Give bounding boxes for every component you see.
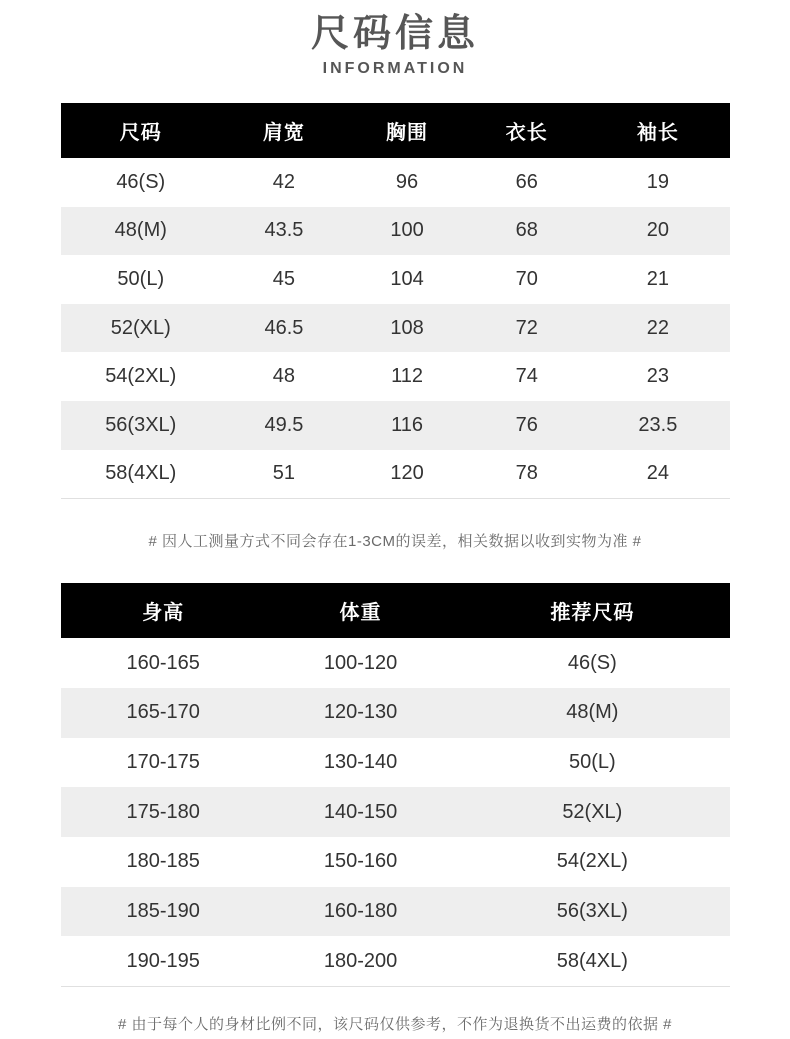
table-cell: 175-180 [126, 800, 200, 823]
table-cell: 140-150 [323, 800, 398, 823]
table-cell: 112 [391, 365, 423, 388]
table-cell: 78 [515, 462, 538, 485]
table-cell: 180-185 [126, 850, 200, 873]
measurement-tolerance-note: # 因人工测量方式不同会存在1-3CM的误差，相关数据以收到实物为准 # [148, 533, 642, 551]
table-cell: 23 [646, 365, 669, 388]
column-header: 肩宽 [262, 122, 305, 144]
table-cell: 49.5 [264, 413, 304, 436]
table-cell: 100 [390, 219, 424, 242]
table-row [61, 304, 730, 353]
table-cell: 54(2XL) [556, 850, 628, 873]
table-cell: 150-160 [323, 850, 398, 873]
column-header: 袖长 [636, 122, 679, 144]
table-cell: 46(S) [116, 170, 166, 193]
table-cell: 68 [515, 219, 538, 242]
table-cell: 50(L) [117, 267, 165, 290]
table-cell: 48(M) [114, 219, 167, 242]
table-cell: 51 [272, 462, 296, 485]
table-cell: 165-170 [126, 701, 200, 724]
table-cell: 58(4XL) [105, 462, 177, 485]
table-cell: 160-180 [323, 899, 398, 922]
table-cell: 48(M) [566, 701, 619, 724]
size-table-body [61, 158, 730, 498]
column-header: 衣长 [505, 122, 548, 144]
table-cell: 45 [272, 267, 296, 290]
table-cell: 180-200 [323, 949, 398, 972]
table-cell: 104 [390, 267, 424, 290]
size-table-header-row [61, 103, 730, 158]
table-row [61, 887, 730, 937]
table-cell: 52(XL) [110, 316, 171, 339]
table-cell: 42 [272, 170, 296, 193]
table-row [61, 738, 730, 788]
table-cell: 48 [272, 365, 296, 388]
table-row [61, 158, 730, 207]
table-cell: 56(3XL) [556, 899, 628, 922]
table-cell: 46.5 [264, 316, 304, 339]
recommend-table-body [61, 638, 730, 986]
table-cell: 170-175 [126, 750, 200, 773]
recommended-size-table [61, 583, 730, 987]
table-row [61, 936, 730, 986]
table-cell: 22 [646, 316, 669, 339]
table-cell: 24 [646, 462, 669, 485]
table-cell: 120-130 [323, 701, 398, 724]
table-cell: 185-190 [126, 899, 200, 922]
page-title: 尺码信息 [310, 13, 479, 55]
table-cell: 70 [515, 267, 538, 290]
column-header: 推荐尺码 [550, 602, 635, 625]
table-cell: 58(4XL) [556, 949, 628, 972]
table-cell: 46(S) [567, 651, 617, 674]
table-cell: 54(2XL) [105, 365, 177, 388]
table-row [61, 352, 730, 401]
table-cell: 130-140 [323, 750, 398, 773]
table-row [61, 837, 730, 887]
table-row [61, 207, 730, 256]
table-row [61, 787, 730, 837]
table-cell: 19 [646, 170, 669, 193]
table-cell: 23.5 [638, 413, 678, 436]
table-cell: 76 [515, 413, 538, 436]
page-subtitle: INFORMATION [322, 60, 468, 77]
size-reference-disclaimer-note: # 由于每个人的身材比例不同，该尺码仅供参考，不作为退换货不出运费的依据 # [117, 1015, 673, 1033]
column-header: 尺码 [119, 122, 162, 144]
column-header: 身高 [142, 602, 185, 625]
column-header: 胸围 [386, 122, 429, 144]
title-block [0, 0, 790, 80]
table-cell: 100-120 [323, 651, 398, 674]
table-row [61, 638, 730, 688]
table-cell: 20 [646, 219, 669, 242]
table-cell: 190-195 [126, 949, 200, 972]
table-row [61, 255, 730, 304]
table-cell: 72 [515, 316, 538, 339]
table-cell: 74 [515, 365, 538, 388]
table-cell: 108 [390, 316, 424, 339]
recommend-table-header-row [61, 583, 730, 638]
table-cell: 120 [390, 462, 424, 485]
table-cell: 56(3XL) [105, 413, 177, 436]
table-cell: 43.5 [264, 219, 304, 242]
size-measurements-table [61, 103, 730, 499]
table-cell: 66 [515, 170, 538, 193]
table-cell: 52(XL) [562, 800, 623, 823]
table-row [61, 450, 730, 499]
table-row [61, 688, 730, 738]
table-cell: 50(L) [568, 750, 616, 773]
table-cell: 116 [391, 413, 423, 436]
table-row [61, 401, 730, 450]
table-cell: 21 [646, 267, 669, 290]
table-cell: 160-165 [126, 651, 200, 674]
table-cell: 96 [395, 170, 419, 193]
column-header: 体重 [339, 602, 382, 625]
